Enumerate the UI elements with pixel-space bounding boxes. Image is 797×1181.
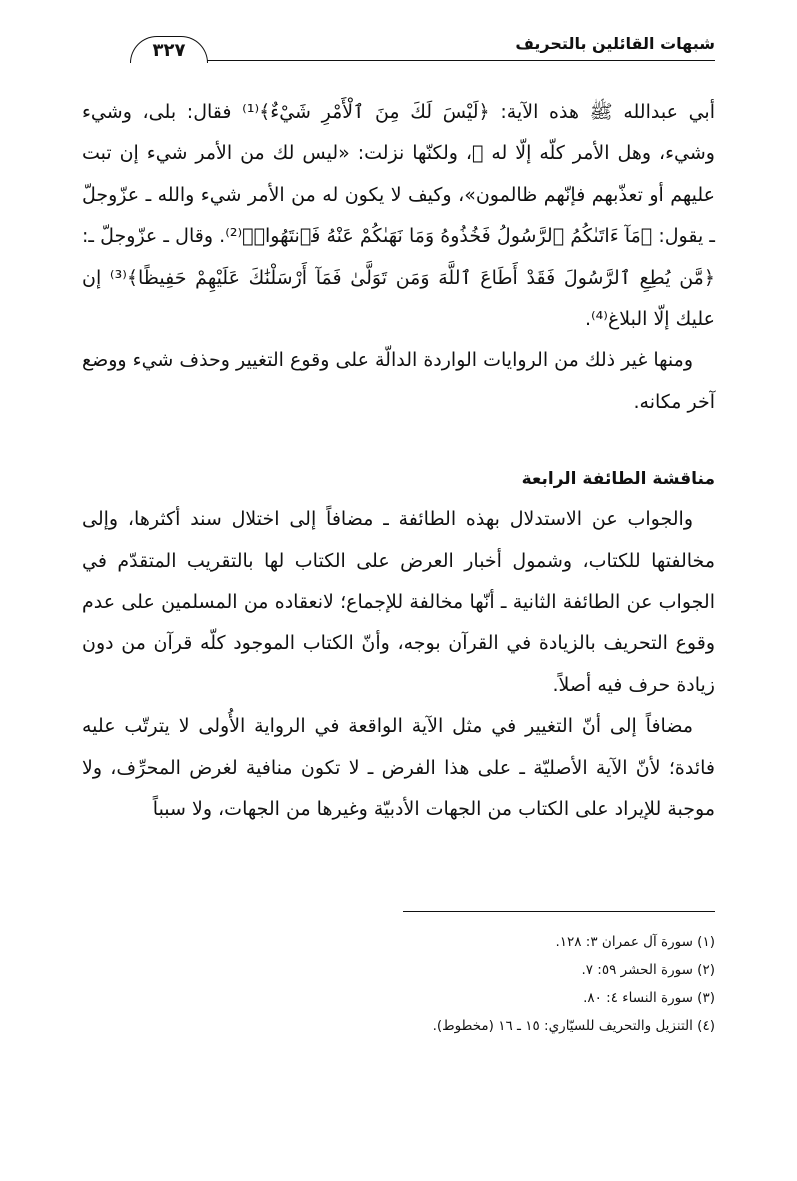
page-number: ٣٢٧: [130, 36, 208, 63]
paragraph-additional-response: مضافاً إلى أنّ التغيير في مثل الآية الواقعة في الرواية الأُولى لا يترتّب عليه فائدة؛ لأنّ الآية الأصليّة ـ على هذا الفرض ـ لا تكون منافية لغرض المحرِّف، ولا موجبة للإيراد على الكتاب من الجهات الأدبيّة وغيرها من الجهات، ولا سبباً: [82, 715, 715, 821]
footnote-2: (٢) سورة الحشر ٥٩: ٧.: [581, 962, 715, 978]
paragraph-hadith-continuation: أبي عبدالله ﷺ هذه الآية: ﴿لَيْسَ لَكَ مِنَ ٱلْأَمْرِ شَيْءٌ﴾⁽¹⁾ فقال: بلى، وشيء وشيء، وهل الأمر كلّه إلّا له ﷺ، ولكنّها نزلت: «ليس لك من الأمر شيء إن تبت عليهم أو تعذّبهم فإنّهم ظالمون»، وكيف لا يكون له من الأمر شيء والله ـ عزّوجلّ ـ يقول: ﴿مَآ ءَاتَىٰكُمُ ٱلرَّسُولُ فَخُذُوهُ وَمَا نَهَىٰكُمْ عَنْهُ فَٱنتَهُوا۟﴾⁽²⁾. وقال ـ عزّوجلّ ـ: ﴿مَّن يُطِعِ ٱلرَّسُولَ فَقَدْ أَطَاعَ ٱللَّهَ وَمَن تَوَلَّىٰ فَمَآ أَرْسَلْنَٰكَ عَلَيْهِمْ حَفِيظًا﴾⁽³⁾ إن عليك إلّا البلاغ⁽⁴⁾.: [82, 101, 715, 331]
paragraph-response: والجواب عن الاستدلال بهذه الطائفة ـ مضافاً إلى اختلال سند أكثرها، وإلى مخالفتها للكتاب، وشمول أخبار العرض على الكتاب لها بالتقريب المتقدّم في الجواب عن الطائفة الثانية ـ أنّها مخالفة للإجماع؛ لانعقاده من المسلمين على عدم وقوع التحريف بالزيادة في القرآن بوجه، وأنّ الكتاب الموجود كلّه قرآن من دون زيادة حرف فيه أصلاً.: [82, 508, 715, 696]
footnote-rule: [403, 911, 715, 912]
footnote-3: (٣) سورة النساء ٤: ٨٠.: [583, 990, 715, 1006]
footnotes: [82, 928, 715, 1040]
body-text: [82, 92, 715, 831]
running-title: شبهات القائلين بالتحريف: [515, 34, 715, 53]
footnote-4: (٤) التنزيل والتحريف للسيّاري: ١٥ ـ ١٦ (مخطوط).: [432, 1018, 715, 1034]
paragraph-other-narrations: ومنها غير ذلك من الروايات الواردة الدالّة على وقوع التغيير وحذف شيء ووضع آخر مكانه.: [82, 349, 715, 413]
section-heading: مناقشة الطائفة الرابعة: [521, 469, 715, 490]
footnote-1: (١) سورة آل عمران ٣: ١٢٨.: [555, 934, 715, 950]
header-rule: [132, 60, 715, 61]
